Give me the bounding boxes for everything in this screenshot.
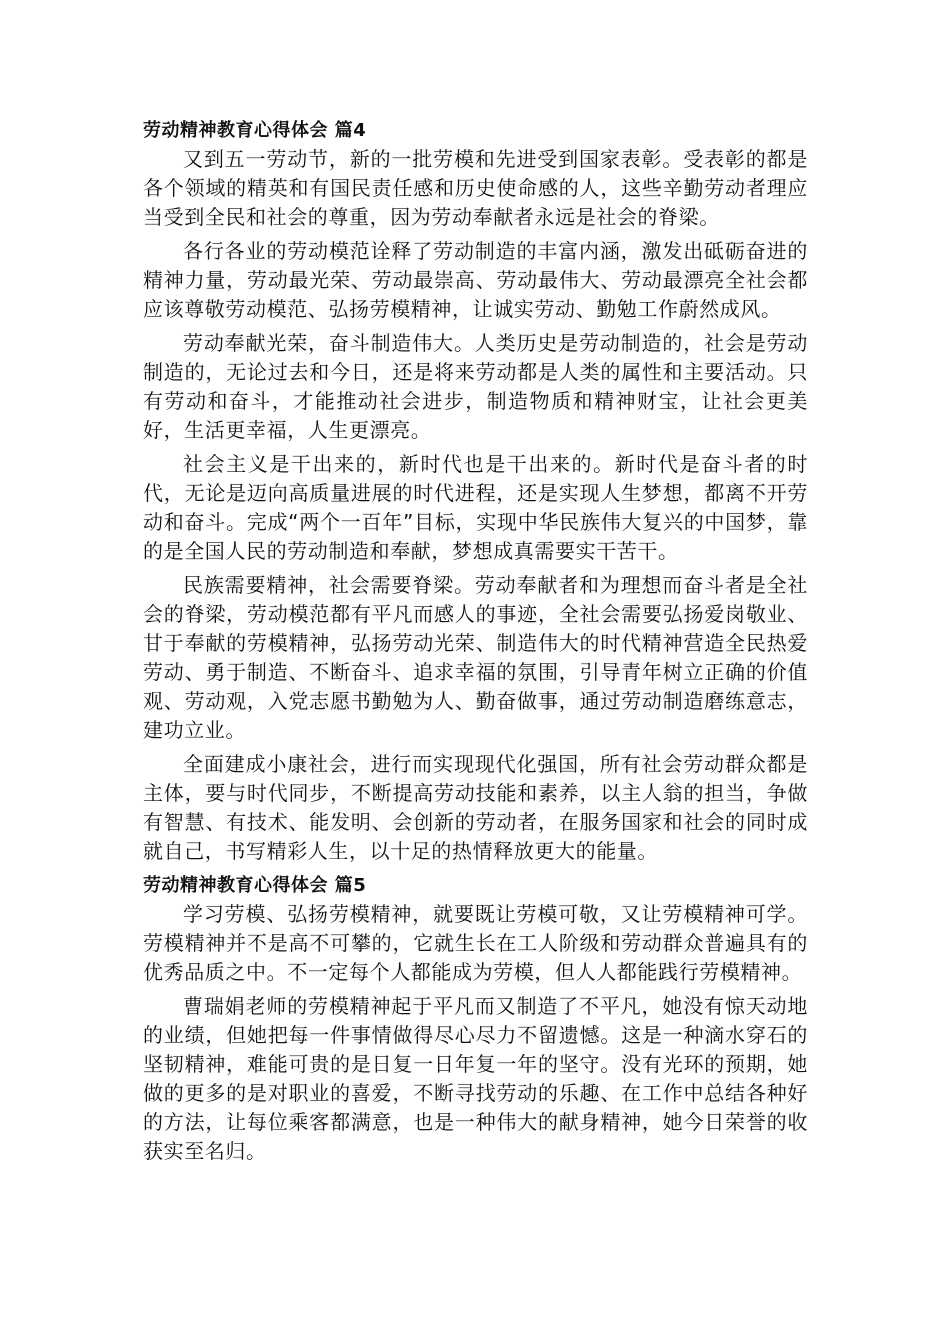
paragraph: 民族需要精神，社会需要脊梁。劳动奉献者和为理想而奋斗者是全社会的脊梁，劳动模范都有平凡而感人的事迹，全社会需要弘扬爱岗敬业、甘于奉献的劳模精神，弘扬劳动光荣、制造伟大的时代精神营造全民热爱劳动、勇于制造、不断奋斗、追求幸福的氛围，引导青年树立正确的价值观、劳动观，入党志愿书勤勉为人、勤奋做事，通过劳动制造磨练意志，建功立业。 xyxy=(143,573,808,742)
paragraph: 各行各业的劳动模范诠释了劳动制造的丰富内涵，激发出砥砺奋进的精神力量，劳动最光荣、劳动最崇高、劳动最伟大、劳动最漂亮全社会都应该尊敬劳动模范、弘扬劳模精神，让诚实劳动、勤勉工作蔚然成风。 xyxy=(143,239,808,321)
document-page xyxy=(143,116,808,1171)
paragraph: 劳动奉献光荣，奋斗制造伟大。人类历史是劳动制造的，社会是劳动制造的，无论过去和今日，还是将来劳动都是人类的属性和主要活动。只有劳动和奋斗，才能推动社会进步，制造物质和精神财宝，让社会更美好，生活更幸福，人生更漂亮。 xyxy=(143,331,808,442)
section-5 xyxy=(143,871,808,1166)
paragraph: 曹瑞娟老师的劳模精神起于平凡而又制造了不平凡，她没有惊天动地的业绩，但她把每一件事情做得尽心尽力不留遗憾。这是一种滴水穿石的坚韧精神，难能可贵的是日复一日年复一年的坚守。没有光环的预期，她做的更多的是对职业的喜爱，不断寻找劳动的乐趣、在工作中总结各种好的方法，让每位乘客都满意，也是一种伟大的献身精神，她今日荣誉的收获实至名归。 xyxy=(143,994,808,1163)
paragraph: 又到五一劳动节，新的一批劳模和先进受到国家表彰。受表彰的都是各个领域的精英和有国民责任感和历史使命感的人，这些辛勤劳动者理应当受到全民和社会的尊重，因为劳动奉献者永远是社会的脊梁。 xyxy=(143,147,808,229)
paragraph: 学习劳模、弘扬劳模精神，就要既让劳模可敬，又让劳模精神可学。劳模精神并不是高不可攀的，它就生长在工人阶级和劳动群众普遍具有的优秀品质之中。不一定每个人都能成为劳模，但人人都能践行劳模精神。 xyxy=(143,902,808,984)
paragraph: 社会主义是干出来的，新时代也是干出来的。新时代是奋斗者的时代，无论是迈向高质量进展的时代进程，还是实现人生梦想，都离不开劳动和奋斗。完成“两个一百年”目标，实现中华民族伟大复兴的中国梦，靠的是全国人民的劳动制造和奉献，梦想成真需要实干苦干。 xyxy=(143,452,808,563)
section-title: 劳动精神教育心得体会 篇4 xyxy=(143,120,367,141)
section-title: 劳动精神教育心得体会 篇5 xyxy=(143,875,367,896)
section-4 xyxy=(143,116,808,866)
paragraph: 全面建成小康社会，进行而实现现代化强国，所有社会劳动群众都是主体，要与时代同步，不断提高劳动技能和素养，以主人翁的担当，争做有智慧、有技术、能发明、会创新的劳动者，在服务国家和社会的同时成就自己，书写精彩人生，以十足的热情释放更大的能量。 xyxy=(143,752,808,863)
